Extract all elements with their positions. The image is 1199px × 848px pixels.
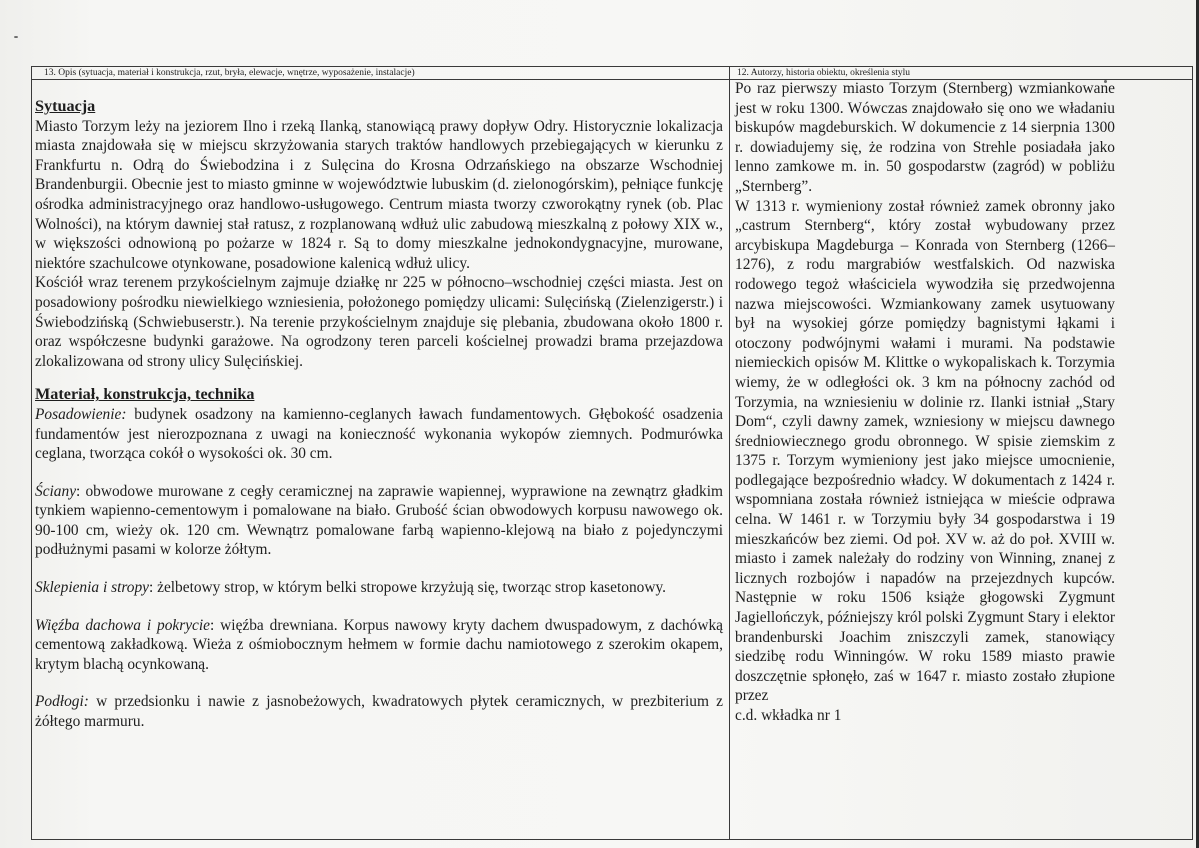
right-column-header: 12. Autorzy, historia obiektu, określenia stylu: [737, 68, 910, 78]
sklepienia-label: Sklepienia i stropy: [35, 579, 149, 597]
spacer: [35, 674, 723, 692]
historia-paragraph-1: Po raz pierwszy miasto Torzym (Sternberg) wzmiankowane jest w roku 1300. Wówczas znajdowało się ono we władaniu biskupów magdeburskich. W dokumencie z 14 sierpnia 1300 r. dowiadujemy się, że rodzina von Strehle posiadała jako lenno zamkowe m. in. 50 gospodarstw (zagród) w pobliżu „Sternberg”.: [735, 80, 1115, 195]
spacer: [35, 371, 723, 385]
historia-paragraph-2: W 1313 r. wymieniony został również zamek obronny jako „castrum Sternberg“, który został wybudowany przez arcybiskupa Magdeburga – Konrada von Sternberg (1266–1276), z rodu margrabiów westfalskich. Od nazwiska rodowego tegoż właściciela wywodziła się przedwojenna nazwa miejscowości. Wzmiankowany zamek usytuowany był na wysokiej górze pomiędzy bagnistymi łąkami i otoczony podwójnymi wałami i murami. Na podstawie niemieckich opisów M. Klittke o wykopaliskach k. Torzymia wiemy, że w odległości ok. 3 km na północny zachód od Torzymia, na wzniesieniu w dolinie rz. Ilanki istniał „Stary Dom“, czyli dawny zamek, wzniesiony w miejscu dawnego średniowiecznego grodu obronnego. W spisie ziemskim z 1375 r. Torzym wymieniony jest jako miejsce umocnienie, podlegające bezpośrednio władcy. W dokumentach z 1424 r. wspomniana została również istniejąca w mieście odprawa celna. W 1461 r. w Torzymiu były 34 gospodarstwa i 19 mieszkańców bez ziemi. Od poł. XV w. aż do poł. XVIII w. miasto i zamek należały do rodziny von Winning, znanej z licznych rozbojów i napadów na przejezdnych kupców. Następnie w roku 1506 książe głogowski Zygmunt Jagiellończyk, późniejszy król polski Zygmunt Stary i elektor brandenburski Joachim zniszczyli zamek, stanowiący siedzibę rodu Winningów. W roku 1589 miasto prawie doszczętnie spłonęło, zaś w 1647 r. miasto zostało złupione przez: [735, 197, 1115, 705]
sciany-paragraph: [35, 482, 723, 560]
sklepienia-paragraph: [35, 578, 723, 598]
podlogi-label: Podłogi:: [35, 693, 89, 711]
wiezba-label: Więźba dachowa i pokrycie: [35, 616, 210, 634]
sytuacja-paragraph-1: Miasto Torzym leży na jeziorem Ilno i rzeką Ilanką, stanowiącą prawy dopływ Odry. Historycznie lokalizacja miasta znajdowała się w miejscu skrzyżowania starych traktów handlowych przebiegających w kierunku z Frankfurtu n. Odrą do Świebodzina i z Sulęcina do Krosna Odrzańskiego na obszarze Wschodniej Brandenburgii. Obecnie jest to miasto gminne w województwie lubuskim (d. zielonogórskim), pełniące funkcję ośrodka administracyjnego oraz handlowo-usługowego. Centrum miasta tworzy czworokątny rynek (ob. Plac Wolności), na którym dawniej stał ratusz, z rozplanowaną wdłuż ulic zabudową mieszkalną z połowy XIX w., w większości odnowioną po pożarze w 1824 r. Są to domy mieszkalne jednokondygnacyjne, murowane, niektóre szachulcowe otynkowane, posadowione kalenicą wdłuż ulicy.: [35, 117, 723, 272]
spacer: [35, 560, 723, 578]
history-column: [735, 79, 1115, 726]
scan-speck: [14, 36, 18, 38]
podlogi-paragraph: [35, 692, 723, 731]
continuation-note: c.d. wkładka nr 1: [735, 707, 842, 724]
posadowienie-paragraph: [35, 405, 723, 464]
wiezba-text: : więźba drewniana. Korpus nawowy kryty dachem dwuspadowym, z dachówką cementową zakładkową. Wieża z ośmiobocznym hełmem w formie dachu namiotowego z szerokim okapem, krytym blachą ocynkowaną.: [35, 616, 723, 673]
posadowienie-text: budynek osadzony na kamienno-ceglanych ławach fundamentowych. Głębokość osadzenia fundamentów jest nierozpoznana z uwagi na konieczność wykonania wykopów ziemnych. Podmurówka ceglana, tworząca cokół o wysokości ok. 30 cm.: [35, 405, 723, 463]
podlogi-text: w przedsionku i nawie z jasnobeżowych, kwadratowych płytek ceramicznych, w prezbiterium z żółtego marmuru.: [35, 693, 723, 731]
spacer: [35, 464, 723, 482]
left-header-rule: [31, 79, 729, 80]
sciany-text: : obwodowe murowane z cegły ceramicznej na zaprawie wapiennej, wyprawione na zewnątrz gładkim tynkiem wapienno-cementowym i pomalowane na biało. Grubość ścian obwodowych korpusu nawowego ok. 90-100 cm, wieży ok. 120 cm. Wewnątrz pomalowane farbą wapienno-klejową na biało z pojedynczymi podłużnymi pasami w kolorze żółtym.: [35, 482, 723, 559]
wiezba-paragraph: [35, 616, 723, 675]
sytuacja-paragraph-2: Kościół wraz terenem przykościelnym zajmuje działkę nr 225 w północno–wschodniej części miasta. Jest on posadowiony pośrodku niewielkiego wzniesienia, położonego pomiędzy ulicami: Sulęcińską (Zielenzigerstr.) i Świebodzińską (Schwiebuserstr.). Na terenie przykościelnym znajduje się plebania, zbudowana około 1800 r. oraz współczesne budynki garażowe. Na ogrodzony teren parceli kościelnej prowadzi brama przejazdowa zlokalizowana od strony ulicy Sulęcińskiej.: [35, 274, 723, 370]
description-column: [35, 97, 723, 732]
posadowienie-label: Posadowienie:: [35, 405, 127, 423]
left-column-header: 13. Opis (sytuacja, materiał i konstrukcja, rzut, bryła, elewacje, wnętrze, wyposażenie, instalacje): [44, 68, 415, 78]
section-title-sytuacja: Sytuacja: [35, 97, 96, 115]
spacer: [35, 598, 723, 616]
section-title-material: Materiał, konstrukcja, technika: [35, 385, 255, 404]
column-divider: [729, 66, 730, 840]
sklepienia-text: : żelbetowy strop, w którym belki stropowe krzyżują się, tworząc strop kasetonowy.: [148, 579, 667, 597]
sciany-label: Ściany: [35, 482, 77, 500]
